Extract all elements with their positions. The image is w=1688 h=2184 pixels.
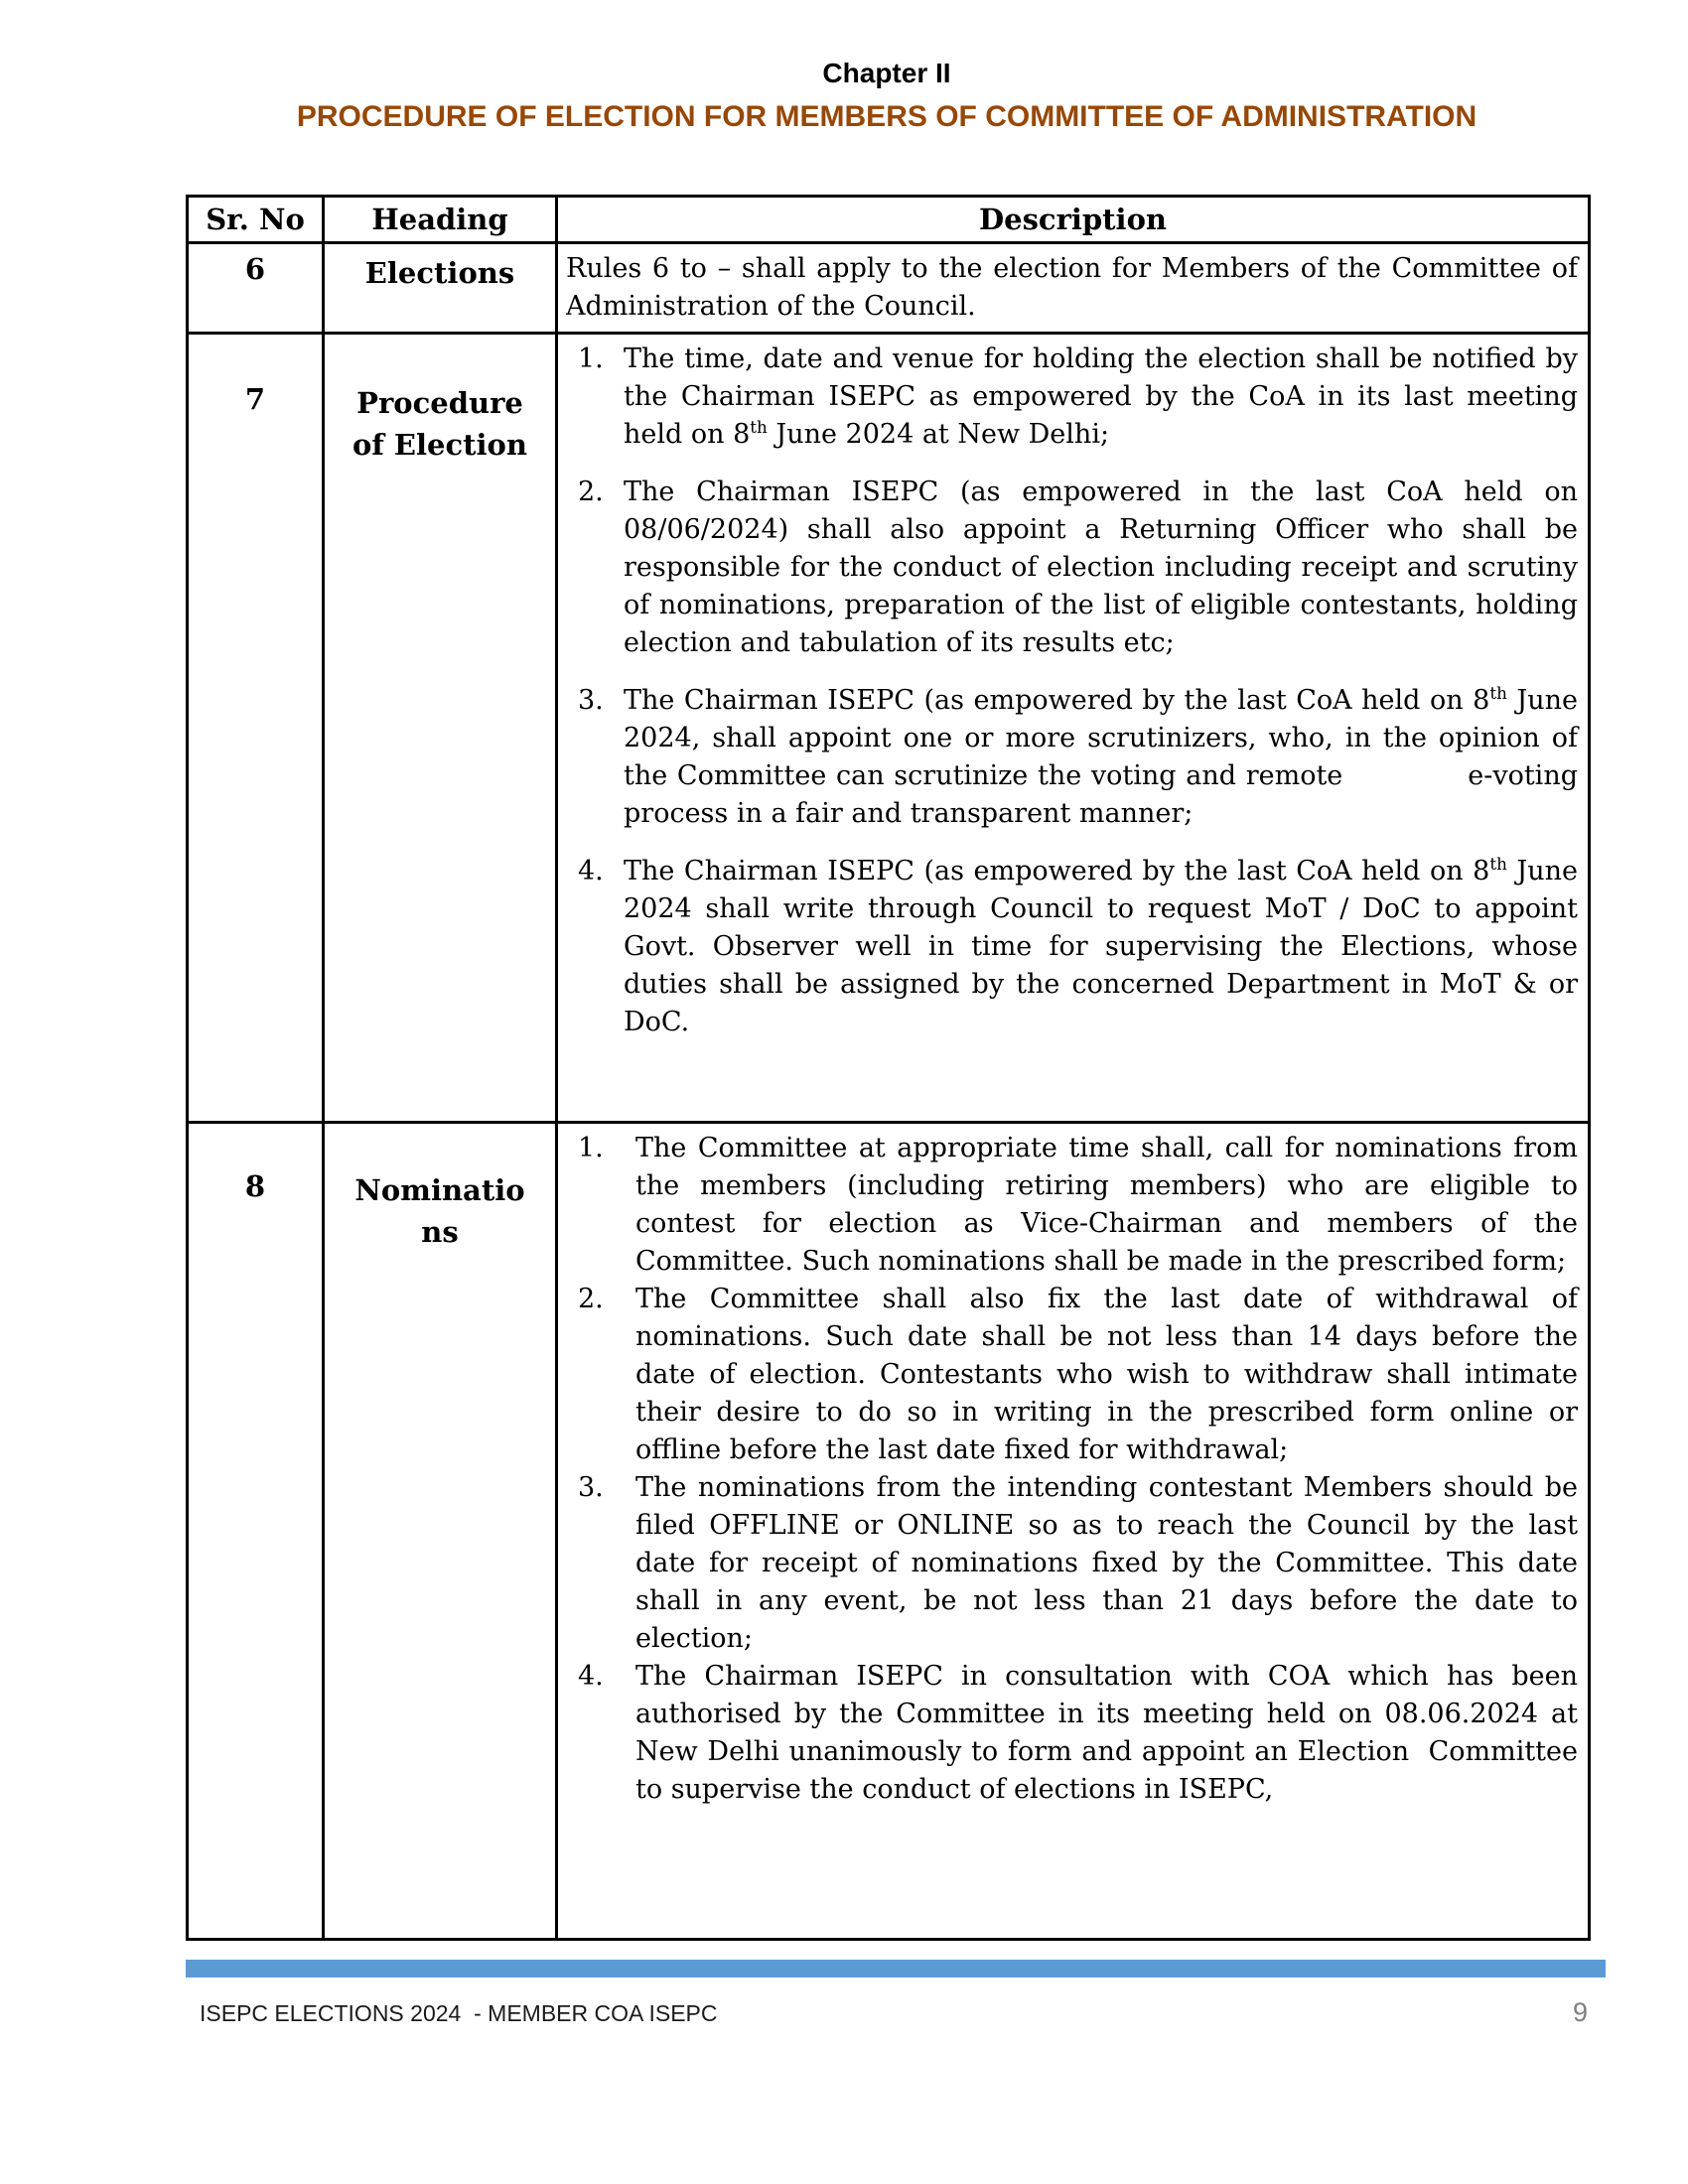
item-number: 2. — [578, 477, 604, 507]
superscript-text: th — [1489, 854, 1507, 874]
description-item: 1. The Committee at appropriate time shall, call for nominations from the members (including retiring members) who are eligible to contest for election as Vice-Chairman and members of the Committee. Such nominations shall be made in the prescribed form; — [578, 1130, 1578, 1281]
item-number: 2. — [578, 1284, 604, 1314]
column-header-heading: Heading — [324, 197, 557, 243]
description-item: 3. The nominations from the intending contestant Members should be filed OFFLINE or ONLINE so as to reach the Council by the last date for receipt of nominations fixed by the Committee. This date shall in any event, be not less than 21 days before the date to election; — [578, 1469, 1578, 1658]
page-number: 9 — [1572, 1997, 1588, 2027]
description-cell — [557, 334, 1590, 1123]
table-row — [188, 334, 1590, 1123]
column-header-description: Description — [557, 197, 1590, 243]
item-number: 1. — [578, 1133, 604, 1163]
heading-cell: Elections — [324, 243, 557, 334]
heading-cell: Nominatio ns — [324, 1123, 557, 1940]
footer-accent-bar — [186, 1960, 1606, 1978]
footer-text: ISEPC ELECTIONS 2024 - MEMBER COA ISEPC — [200, 2000, 718, 2026]
table-header-row — [188, 197, 1590, 243]
election-rules-table — [186, 195, 1591, 1941]
table-row — [188, 243, 1590, 334]
description-item: 4. The Chairman ISEPC in consultation with COA which has been authorised by the Committee in its meeting held on 08.06.2024 at New Delhi unanimously to form and appoint an Election Committee to supervise the conduct of elections in ISEPC, — [578, 1658, 1578, 1809]
sr-no-cell: 6 — [188, 243, 324, 334]
description-cell — [557, 243, 1590, 334]
item-number: 4. — [578, 1661, 604, 1692]
superscript-text: th — [750, 417, 768, 437]
description-item: 3. The Chairman ISEPC (as empowered by the last CoA held on 8th June 2024, shall appoint one or more scrutinizers, who, in the opinion of the Committee can scrutinize the voting and remote e-voting process in a fair and transparent manner; — [578, 683, 1578, 829]
item-number: 4. — [578, 856, 604, 887]
item-number: 3. — [578, 1472, 604, 1503]
sr-no-cell: 7 — [188, 334, 324, 1123]
chapter-title: Chapter II — [822, 58, 951, 88]
sr-no-cell: 8 — [188, 1123, 324, 1940]
column-header-sr-no: Sr. No — [188, 197, 324, 243]
page-title: PROCEDURE OF ELECTION FOR MEMBERS OF COMMITTEE OF ADMINISTRATION — [296, 100, 1477, 133]
heading-cell: Procedure of Election — [324, 334, 557, 1123]
item-number: 1. — [578, 343, 604, 374]
description-item: 2. The Chairman ISEPC (as empowered in the last CoA held on 08/06/2024) shall also appoint a Returning Officer who shall be responsible for the conduct of election including receipt and scrutiny of nominations, preparation of the list of eligible contestants, holding election and tabulation of its results etc; — [578, 474, 1578, 662]
description-item: 4. The Chairman ISEPC (as empowered by the last CoA held on 8th June 2024 shall write through Council to request MoT / DoC to appoint Govt. Observer well in time for supervising the Elections, whose duties shall be assigned by the concerned Department in MoT & or DoC. — [578, 854, 1578, 1037]
table-row — [188, 1123, 1590, 1940]
description-item: 1. The time, date and venue for holding the election shall be notified by the Chairman ISEPC as empowered by the CoA in its last meeting held on 8th June 2024 at New Delhi; — [578, 341, 1578, 454]
superscript-text: th — [1489, 683, 1507, 703]
description-cell — [557, 1123, 1590, 1940]
description-item: Rules 6 to – shall apply to the election for Members of the Committee of Administration of the Council. — [566, 253, 1578, 322]
page-footer — [200, 1997, 1588, 2028]
description-item: 2. The Committee shall also fix the last date of withdrawal of nominations. Such date shall be not less than 14 days before the date of election. Contestants who wish to withdraw shall intimate their desire to do so in writing in the prescribed form online or offline before the last date fixed for withdrawal; — [578, 1281, 1578, 1469]
item-number: 3. — [578, 685, 604, 716]
